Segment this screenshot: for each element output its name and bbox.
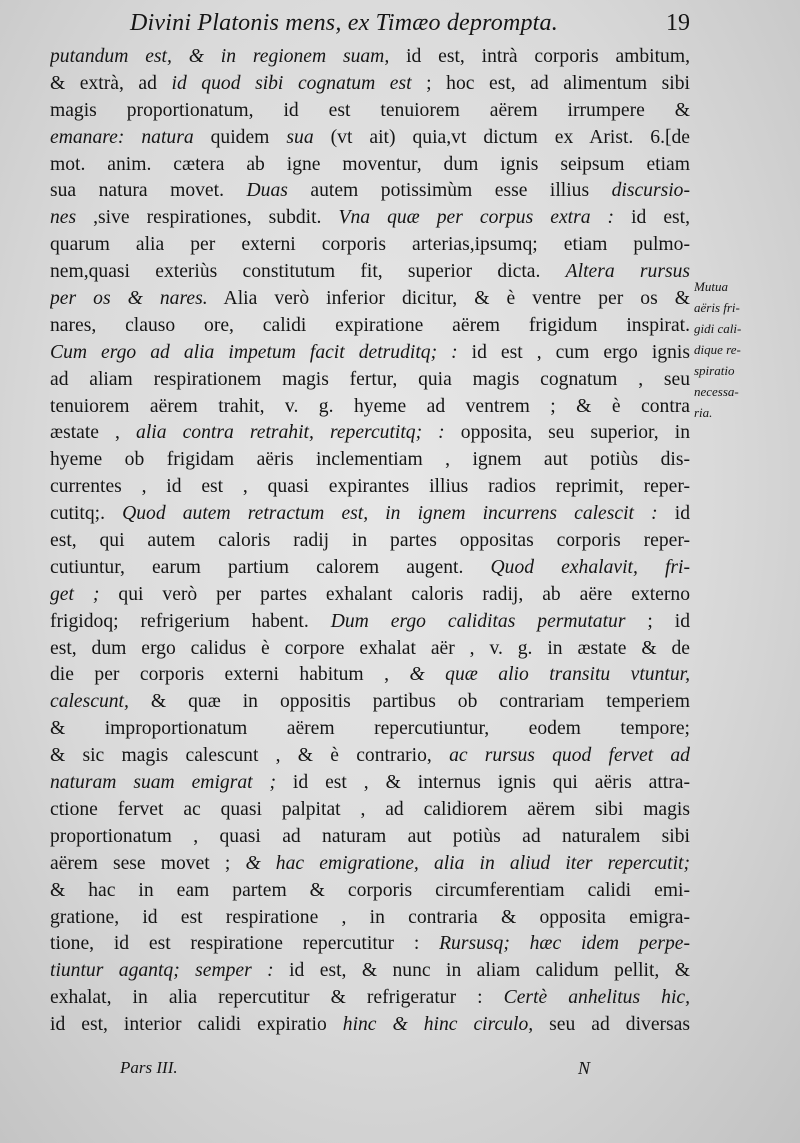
page-footer: [120, 1058, 590, 1086]
text-line: [50, 367, 690, 394]
italic-text: Rursusq; hæc idem perpe-: [439, 933, 690, 955]
italic-text: sua: [286, 126, 314, 148]
italic-text: ac rursus quod fervet ad: [449, 745, 690, 767]
text-span: id est , cum ergo ignis: [457, 341, 690, 363]
text-span: ad aliam respirationem magis fertur, quia magis cognatum , seu: [50, 368, 690, 390]
italic-text: Vna quæ per corpus extra :: [338, 207, 615, 229]
text-span: mot. anim. cætera ab igne moventur, dum ignis seipsum etiam: [50, 153, 690, 175]
text-line: [50, 125, 690, 152]
text-span: exhalat, in alia repercutitur & refrigeratur :: [50, 987, 504, 1009]
text-line: [50, 770, 690, 797]
text-span: ; id: [625, 610, 690, 632]
text-span: currentes , id est , quasi expirantes illius radios reprimit, reper-: [50, 476, 690, 498]
text-line: [50, 743, 690, 770]
text-line: [50, 71, 690, 98]
italic-text: putandum est, & in regionem suam,: [50, 46, 390, 67]
margin-note-line: Mutua: [694, 279, 728, 294]
page-number: 19: [666, 10, 690, 36]
italic-text: Dum ergo caliditas permutatur: [330, 610, 626, 632]
margin-note-line: ria.: [694, 405, 713, 420]
running-header: [130, 10, 690, 44]
text-span: cutiuntur, earum partium calorem augent.: [50, 556, 491, 578]
text-line: [50, 1012, 690, 1039]
text-line: [50, 931, 690, 958]
text-span: & sic magis calescunt , & è contrario,: [50, 745, 450, 767]
text-line: [50, 340, 690, 367]
text-span: id est, interior calidi expiratio: [50, 1014, 343, 1036]
text-line: [50, 797, 690, 824]
text-line: [50, 152, 690, 179]
italic-text: Altera rursus: [565, 261, 690, 283]
italic-text: id quod sibi cognatum est: [171, 72, 412, 94]
margin-note: [694, 276, 798, 423]
text-span: seu ad diversas: [533, 1014, 690, 1036]
text-line: [50, 313, 690, 340]
text-line: [50, 259, 690, 286]
text-span: id est, & nunc in aliam calidum pellit, &: [273, 960, 690, 982]
text-span: est, dum ergo calidus è corpore exhalat aër , v. g. in æstate & de: [50, 637, 690, 659]
text-line: [50, 985, 690, 1012]
italic-text: tiuntur agantq; semper :: [50, 960, 274, 982]
text-span: ,sive respirationes, subdit.: [76, 207, 339, 229]
text-line: [50, 582, 690, 609]
margin-note-line: spiratio: [694, 363, 735, 378]
text-span: qui verò per partes exhalant caloris radij, ab aëre externo: [99, 583, 690, 605]
text-line: [50, 958, 690, 985]
text-line: [50, 528, 690, 555]
margin-note-line: dique re-: [694, 342, 741, 357]
text-line: [50, 555, 690, 582]
italic-text: hinc & hinc circulo,: [342, 1014, 534, 1036]
text-span: ctione fervet ac quasi palpitat , ad calidiorem aërem sibi magis: [50, 798, 690, 820]
text-span: tenuiorem aërem trahit, v. g. hyeme ad ventrem ; & è contra: [50, 395, 690, 417]
text-span: cutitq;.: [50, 503, 123, 525]
text-line: [50, 662, 690, 689]
text-span: aërem sese movet ;: [50, 852, 246, 874]
italic-text: Duas: [246, 180, 288, 202]
text-span: id est , & internus ignis qui aëris attra-: [276, 772, 690, 794]
italic-text: Quod autem retractum est, in ignem incurrens calescit :: [122, 503, 658, 525]
italic-text: Certè anhelitus hic,: [503, 987, 690, 1009]
text-line: [50, 286, 690, 313]
italic-text: get ;: [50, 583, 100, 605]
italic-text: Cum ergo ad alia impetum facit detruditq; :: [50, 341, 458, 363]
text-span: opposita, seu superior, in: [444, 422, 690, 444]
text-span: id est, intrà corporis ambitum,: [389, 46, 690, 67]
italic-text: & quæ alio transitu vtuntur,: [409, 664, 690, 686]
text-line: [50, 501, 690, 528]
text-span: Alia verò inferior dicitur, & è ventre per os &: [207, 288, 690, 310]
italic-text: naturam suam emigrat ;: [50, 772, 277, 794]
italic-text: per os & nares.: [50, 288, 208, 310]
italic-text: & hac emigratione, alia in aliud iter repercutit;: [245, 852, 690, 874]
text-line: [50, 205, 690, 232]
text-line: [50, 905, 690, 932]
italic-text: calescunt,: [50, 691, 129, 713]
italic-text: alia contra retrahit, repercutitq; :: [136, 422, 445, 444]
text-span: & extrà, ad: [50, 72, 172, 94]
text-line: [50, 609, 690, 636]
text-line: [50, 878, 690, 905]
text-span: est, qui autem caloris radij in partes oppositas corporis reper-: [50, 530, 690, 552]
text-line: [50, 232, 690, 259]
italic-text: discursio-: [611, 180, 690, 202]
signature-mark: Pars III.: [120, 1058, 178, 1077]
running-title: Divini Platonis mens, ex Timæo deprompta.: [130, 10, 558, 36]
text-line: [50, 447, 690, 474]
text-span: die per corporis externi habitum ,: [50, 664, 410, 686]
text-span: nem,quasi exteriùs constitutum fit, superior dicta.: [50, 261, 566, 283]
text-span: gratione, id est respiratione , in contraria & opposita emigra-: [50, 906, 690, 928]
italic-text: nes: [50, 207, 77, 229]
text-line: [50, 474, 690, 501]
text-span: & hac in eam partem & corporis circumferentiam calidi emi-: [50, 879, 690, 901]
text-line: [50, 420, 690, 447]
text-span: id est,: [614, 207, 690, 229]
text-span: quarum alia per externi corporis arterias,ipsumq; etiam pulmo-: [50, 234, 690, 256]
text-span: & quæ in oppositis partibus ob contrariam temperiem: [128, 691, 690, 713]
text-span: ; hoc est, ad alimentum sibi: [411, 72, 690, 94]
text-span: sua natura movet.: [50, 180, 247, 202]
text-span: quidem: [193, 126, 287, 148]
margin-note-line: aëris fri-: [694, 300, 740, 315]
margin-note-line: gidi cali-: [694, 321, 742, 336]
text-span: tione, id est respiratione repercutitur :: [50, 933, 440, 955]
text-line: [50, 178, 690, 205]
body-text: [50, 44, 690, 1039]
text-line: [50, 394, 690, 421]
italic-text: emanare: natura: [50, 126, 194, 148]
text-span: nares, clauso ore, calidi expiratione aërem frigidum inspirat.: [50, 314, 690, 336]
text-line: [50, 636, 690, 663]
text-span: frigidoq; refrigerium habent.: [50, 610, 331, 632]
text-line: [50, 689, 690, 716]
text-span: magis proportionatum, id est tenuiorem aërem irrumpere &: [50, 99, 690, 121]
text-span: æstate ,: [50, 422, 137, 444]
text-line: [50, 716, 690, 743]
margin-note-line: necessa-: [694, 384, 739, 399]
text-line: [50, 44, 690, 71]
italic-text: Quod exhalavit, fri-: [490, 556, 690, 578]
text-span: autem potissimùm esse illius: [287, 180, 612, 202]
gathering-letter: N: [577, 1058, 590, 1078]
text-line: [50, 851, 690, 878]
text-span: & improportionatum aërem repercutiuntur, eodem tempore;: [50, 718, 690, 740]
text-span: id: [657, 503, 690, 525]
text-line: [50, 98, 690, 125]
text-span: proportionatum , quasi ad naturam aut potiùs ad naturalem sibi: [50, 825, 690, 847]
text-span: (vt ait) quia,vt dictum ex Arist. 6.[de: [313, 126, 690, 148]
text-span: hyeme ob frigidam aëris inclementiam , ignem aut potiùs dis-: [50, 449, 690, 471]
text-line: [50, 824, 690, 851]
